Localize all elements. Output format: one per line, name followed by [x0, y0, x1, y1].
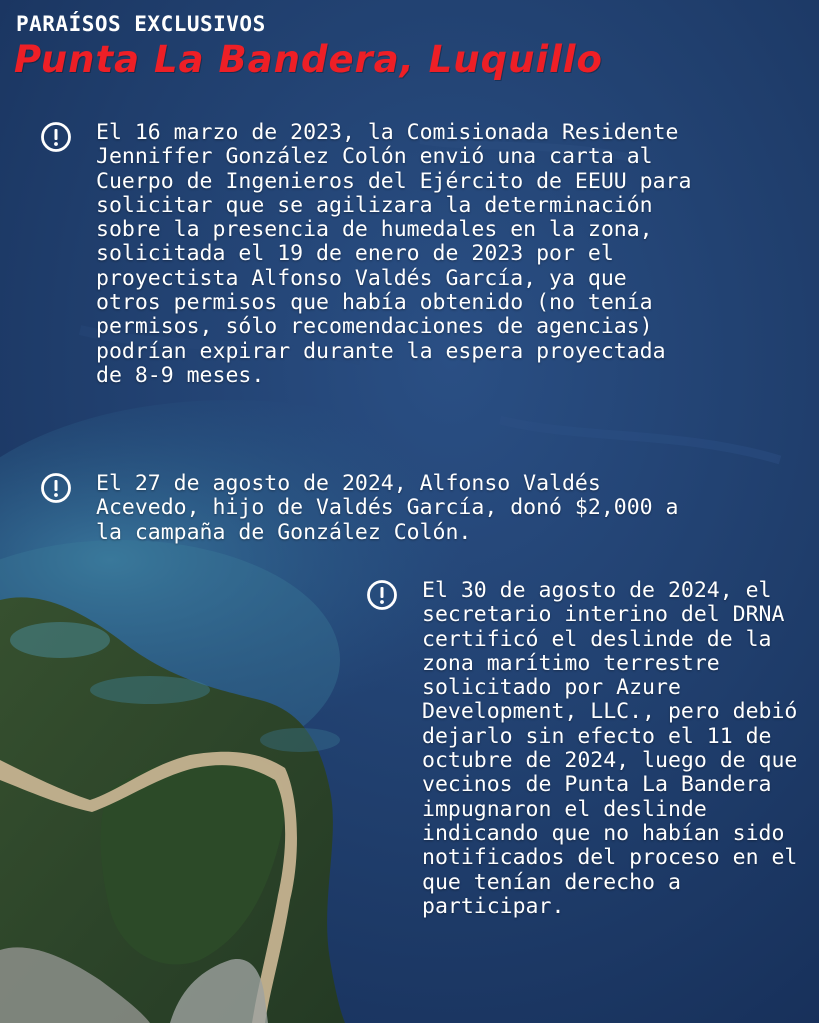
fact-text: El 27 de agosto de 2024, Alfonso Valdés Acevedo, hijo de Valdés García, donó $2,000 a la campaña de González Colón.	[96, 471, 679, 545]
fact-text: El 30 de agosto de 2024, el secretario interino del DRNA certificó el deslinde de la zona marítimo terrestre solicitado por Azure Development, LLC., pero debió dejarlo sin efecto el 11 de octubre de 2024, luego de que vecinos de Punta La Bandera impugnaron el deslinde indicando que no habían sido notificados del proceso en el que tenían derecho a participar.	[422, 578, 798, 919]
fact-item	[40, 472, 696, 545]
page-title: Punta La Bandera, Luquillo	[14, 38, 603, 81]
fact-item	[366, 579, 819, 919]
section-kicker: PARAÍSOS EXCLUSIVOS	[16, 12, 266, 36]
alert-circle-icon	[40, 121, 72, 153]
fact-text: El 16 marzo de 2023, la Comisionada Residente Jenniffer González Colón envió una carta al Cuerpo de Ingenieros del Ejército de EEUU para solicitar que se agilizara la determinación sobre la presencia de humedales en la zona, solicitada el 19 de enero de 2023 por el proyectista Alfonso Valdés García, ya que otros permisos que había obtenido (no tenía permisos, sólo recomendaciones de agencias) podrían expirar durante la espera proyectada de 8-9 meses.	[96, 120, 692, 388]
alert-circle-icon	[40, 472, 72, 504]
alert-circle-icon	[366, 579, 398, 611]
fact-item	[40, 121, 696, 388]
